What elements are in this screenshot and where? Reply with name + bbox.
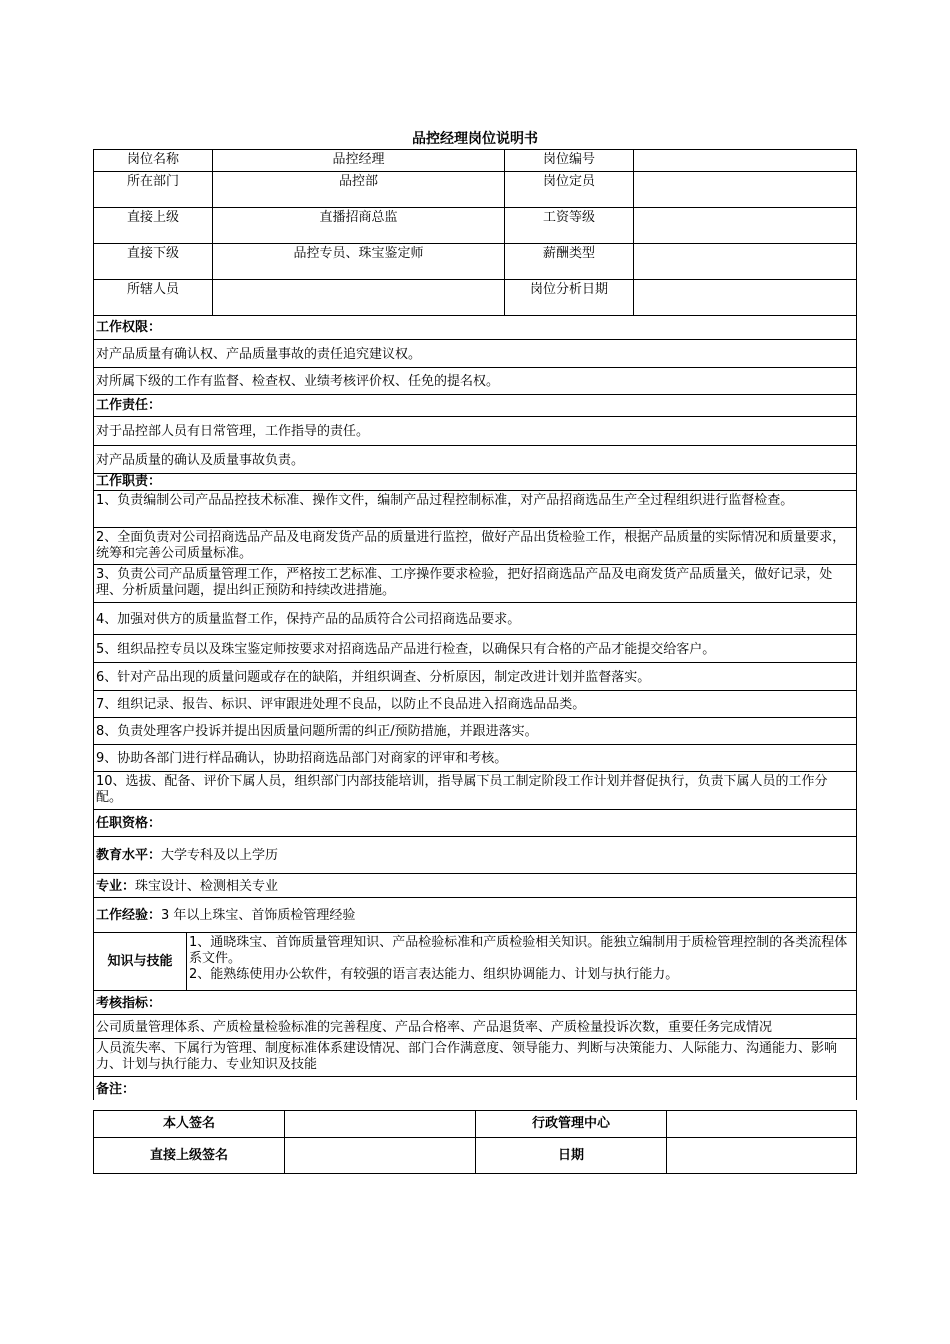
duty-item-text: 5、组织品控专员以及珠宝鉴定师按要求对招商选品产品进行检查，以确保只有合格的产品才能提交给客户。: [96, 641, 716, 657]
info-row-position: [93, 149, 857, 172]
skills-label: 知识与技能: [107, 953, 173, 969]
duty-item: [93, 772, 857, 810]
superior-label: 直接上级: [126, 210, 179, 225]
skills-item: 1、通晓珠宝、首饰质量管理知识、产品检验标准和产质检验相关知识。能独立编制用于质检管理控制的各类流程体系文件。: [189, 935, 848, 966]
authority-heading-row: [93, 316, 857, 340]
skills-row: [93, 933, 857, 991]
education-label: 教育水平：: [96, 848, 162, 863]
major-label: 专业：: [96, 878, 136, 894]
responsibility-item: [93, 446, 857, 474]
skills-item: 2、能熟练使用办公软件，有较强的语言表达能力、组织协调能力、计划与执行能力。: [189, 967, 679, 982]
subordinate-label: 直接下级: [126, 246, 179, 261]
duty-item-text: 4、加强对供方的质量监督工作，保持产品的品质符合公司招商选品要求。: [96, 611, 521, 627]
duty-item-text: 1、负责编制公司产品品控技术标准、操作文件，编制产品过程控制标准，对产品招商选品生产全过程组织进行监督检查。: [96, 493, 794, 508]
authority-item: [93, 340, 857, 368]
duty-item: [93, 718, 857, 745]
analysis-date-label: 岗位分析日期: [504, 280, 633, 315]
education-line: [94, 837, 856, 873]
department-value: 品控部: [212, 172, 504, 207]
assessment-item-text: 人员流失率、下属行为管理、制度标准体系建设情况、部门合作满意度、领导能力、判断与决策能力、人际能力、沟通能力、影响力、计划与执行能力、专业知识及技能: [96, 1041, 838, 1072]
admin-center-field[interactable]: [666, 1111, 856, 1137]
responsibility-item-text: 对产品质量的确认及质量事故负责。: [96, 452, 305, 468]
self-signature-field[interactable]: [284, 1111, 475, 1137]
info-row-superior: [93, 208, 857, 244]
info-row-department: [93, 172, 857, 208]
pay-type-label: 薪酬类型: [504, 244, 633, 279]
staff-label: 所辖人员: [126, 282, 179, 297]
experience-line: [94, 898, 856, 932]
duty-item-text: 10、选拔、配备、评价下属人员，组织部门内部技能培训，指导属下员工制定阶段工作计划并督促执行，负责下属人员的工作分配。: [96, 774, 828, 805]
subordinate-value: 品控专员、珠宝鉴定师: [212, 244, 504, 279]
duty-item: [93, 565, 857, 603]
major-value: 珠宝设计、检测相关专业: [135, 878, 279, 894]
info-row-staff: [93, 280, 857, 316]
responsibility-item: [93, 417, 857, 446]
superior-value: 直播招商总监: [212, 208, 504, 243]
major-line: [94, 874, 856, 897]
duty-item: [93, 528, 857, 565]
duty-item-text: 7、组织记录、报告、标识、评审跟进处理不良品，以防止不良品进入招商选品品类。: [96, 697, 586, 712]
assessment-item-text: 公司质量管理体系、产质检量检验标准的完善程度、产品合格率、产品退货率、产质检量投诉次数，重要任务完成情况: [96, 1019, 773, 1035]
assessment-item: [93, 1015, 857, 1039]
duty-item: [93, 663, 857, 691]
experience-label: 工作经验：: [96, 908, 162, 923]
responsibility-heading: 工作责任：: [96, 398, 162, 413]
duties-heading-row: [93, 474, 857, 491]
duty-item: [93, 491, 857, 528]
position-name-label: 岗位名称: [126, 152, 179, 167]
authority-heading: 工作权限：: [96, 320, 162, 335]
duty-item-text: 2、全面负责对公司招商选品产品及电商发货产品的质量进行监控，做好产品出货检验工作，根据产品质量的实际情况和质量要求，统筹和完善公司质量标准。: [96, 530, 846, 561]
job-description-table: [93, 149, 857, 1100]
education-value: 大学专科及以上学历: [161, 848, 279, 863]
date-label: 日期: [475, 1138, 666, 1173]
duty-item: [93, 745, 857, 772]
duties-heading: 工作职责：: [96, 474, 162, 489]
date-field[interactable]: [666, 1138, 856, 1173]
salary-grade-label: 工资等级: [504, 208, 633, 243]
staff-value: [212, 280, 504, 315]
self-signature-label: 本人签名: [162, 1116, 215, 1131]
analysis-date-value: [633, 280, 856, 315]
remarks-row: [93, 1077, 857, 1100]
admin-center-label: 行政管理中心: [475, 1111, 666, 1137]
remarks-heading: 备注：: [96, 1081, 136, 1097]
duty-item: [93, 691, 857, 718]
education-row: [93, 837, 857, 874]
position-no-label: 岗位编号: [504, 150, 633, 171]
assessment-heading: 考核指标：: [96, 995, 162, 1011]
info-row-subordinate: [93, 244, 857, 280]
responsibility-item-text: 对于品控部人员有日常管理，工作指导的责任。: [96, 424, 370, 439]
qualifications-heading-row: [93, 810, 857, 837]
duty-item-text: 6、针对产品出现的质量问题或存在的缺陷，并组织调查、分析原因，制定改进计划并监督落实。: [96, 669, 651, 685]
superior-signature-label: 直接上级签名: [149, 1147, 228, 1163]
position-no-value: [633, 150, 856, 171]
assessment-item: [93, 1039, 857, 1077]
responsibility-heading-row: [93, 395, 857, 417]
page-title: 品控经理岗位说明书: [412, 131, 538, 147]
superior-signature-field[interactable]: [284, 1138, 475, 1173]
major-row: [93, 874, 857, 898]
position-name-value: 品控经理: [212, 150, 504, 171]
duty-item-text: 9、协助各部门进行样品确认，协助招商选品部门对商家的评审和考核。: [96, 751, 508, 766]
duty-item-text: 8、负责处理客户投诉并提出因质量问题所需的纠正/预防措施，并跟进落实。: [96, 724, 538, 739]
skills-list: [186, 933, 856, 990]
department-label: 所在部门: [126, 174, 179, 189]
salary-grade-value: [633, 208, 856, 243]
experience-row: [93, 898, 857, 933]
duty-item: [93, 603, 857, 635]
duty-item-text: 3、负责公司产品质量管理工作，严格按工艺标准、工序操作要求检验，把好招商选品产品及电商发货产品质量关，做好记录，处理、分析质量问题，提出纠正预防和持续改进措施。: [96, 567, 833, 598]
authority-item-text: 对所属下级的工作有监督、检查权、业绩考核评价权、任免的提名权。: [96, 374, 500, 389]
authority-item: [93, 368, 857, 395]
qualifications-heading: 任职资格：: [96, 816, 162, 831]
headcount-label: 岗位定员: [504, 172, 633, 207]
duty-item: [93, 635, 857, 663]
assessment-heading-row: [93, 991, 857, 1015]
experience-value: 3 年以上珠宝、首饰质检管理经验: [161, 908, 356, 923]
pay-type-value: [633, 244, 856, 279]
headcount-value: [633, 172, 856, 207]
authority-item-text: 对产品质量有确认权、产品质量事故的责任追究建议权。: [96, 346, 422, 362]
signature-row: [93, 1138, 857, 1174]
signature-row: [93, 1110, 857, 1138]
signature-table: [93, 1110, 857, 1174]
